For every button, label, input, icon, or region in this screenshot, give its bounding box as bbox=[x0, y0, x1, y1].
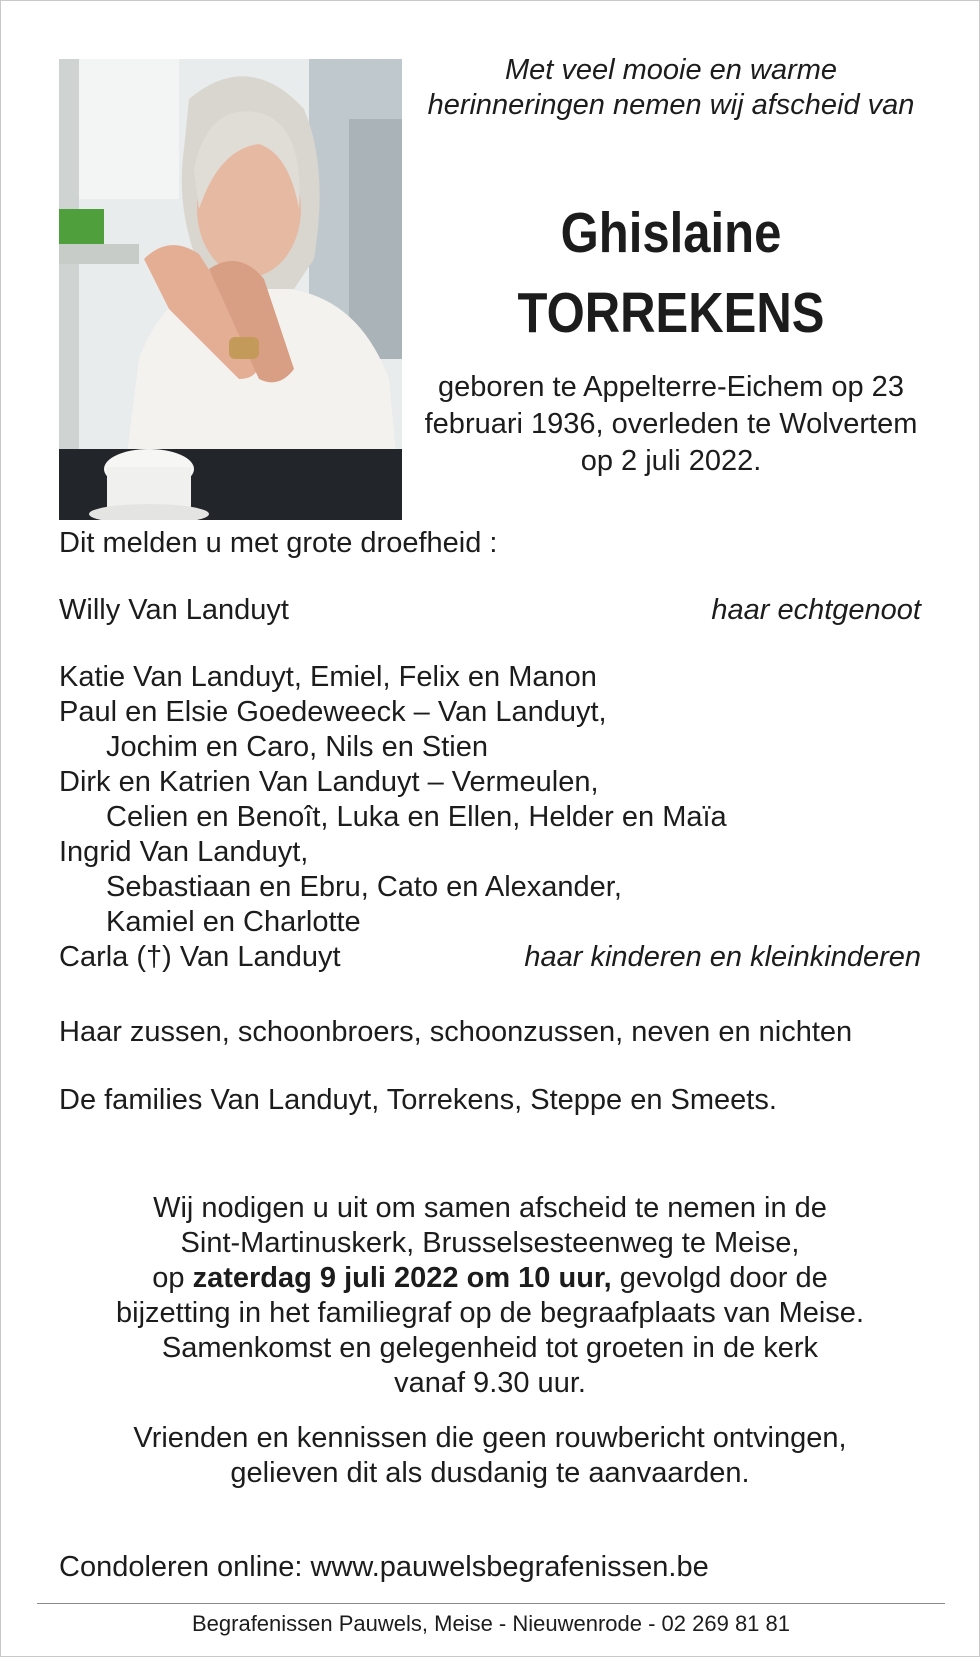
children-role: haar kinderen en kleinkinderen bbox=[524, 941, 921, 973]
last-name: TORREKENS bbox=[517, 281, 825, 345]
funeral-home-footer: Begrafenissen Pauwels, Meise - Nieuwenrode - 02 269 81 81 bbox=[191, 1611, 791, 1636]
service-datetime: zaterdag 9 juli 2022 om 10 uur, bbox=[192, 1262, 612, 1294]
first-name: Ghislaine bbox=[560, 201, 782, 265]
list-item: Celien en Benoît, Luka en Ellen, Helder en Maïa bbox=[106, 801, 727, 833]
deceased-name bbox=[456, 193, 886, 353]
spouse-name: Willy Van Landuyt bbox=[59, 594, 289, 626]
families-text: De families Van Landuyt, Torrekens, Steppe en Smeets. bbox=[59, 1084, 777, 1116]
children-list bbox=[59, 660, 921, 975]
invitation-line: Wij nodigen u uit om samen afscheid te nemen in de bbox=[153, 1192, 827, 1224]
notice-line: gelieven dit als dusdanig te aanvaarden. bbox=[230, 1457, 750, 1489]
children-last-row bbox=[59, 940, 921, 975]
footer-divider bbox=[37, 1603, 945, 1604]
invitation-line: Sint-Martinuskerk, Brusselsesteenweg te Meise, bbox=[180, 1227, 800, 1259]
notice-line: Vrienden en kennissen die geen rouwbericht ontvingen, bbox=[133, 1422, 847, 1454]
announcement: Dit melden u met grote droefheid : bbox=[59, 527, 498, 559]
invitation-line: Samenkomst en gelegenheid tot groeten in de kerk bbox=[161, 1332, 819, 1364]
list-item: Carla (†) Van Landuyt bbox=[59, 941, 341, 973]
spouse-row bbox=[59, 593, 921, 628]
list-item: Dirk en Katrien Van Landuyt – Vermeulen, bbox=[59, 766, 599, 798]
condolences-text: Condoleren online: www.pauwelsbegrafenissen.be bbox=[59, 1551, 709, 1583]
list-item: Katie Van Landuyt, Emiel, Felix en Manon bbox=[59, 661, 597, 693]
spouse-role: haar echtgenoot bbox=[711, 594, 921, 626]
list-item: Jochim en Caro, Nils en Stien bbox=[106, 731, 488, 763]
birth-death-text: geboren te Appelterre-Eichem op 23 februari 1936, overleden te Wolvertem op 2 juli 2022. bbox=[424, 371, 918, 477]
invitation-date-line: op zaterdag 9 juli 2022 om 10 uur, gevolgd door de bbox=[152, 1262, 828, 1294]
list-item: Ingrid Van Landuyt, bbox=[59, 836, 309, 868]
notice-block bbox=[59, 1421, 921, 1491]
invitation-block bbox=[59, 1191, 921, 1401]
list-item: Sebastiaan en Ebru, Cato en Alexander, bbox=[106, 871, 622, 903]
siblings-text: Haar zussen, schoonbroers, schoonzussen, neven en nichten bbox=[59, 1016, 853, 1048]
portrait-photo bbox=[59, 59, 402, 520]
list-item: Kamiel en Charlotte bbox=[106, 906, 361, 938]
invitation-line: bijzetting in het familiegraf op de begraafplaats van Meise. bbox=[116, 1297, 864, 1329]
invitation-line: vanaf 9.30 uur. bbox=[394, 1367, 586, 1399]
intro-text: Met veel mooie en warme herinneringen nemen wij afscheid van bbox=[427, 54, 915, 121]
list-item: Paul en Elsie Goedeweeck – Van Landuyt, bbox=[59, 696, 607, 728]
